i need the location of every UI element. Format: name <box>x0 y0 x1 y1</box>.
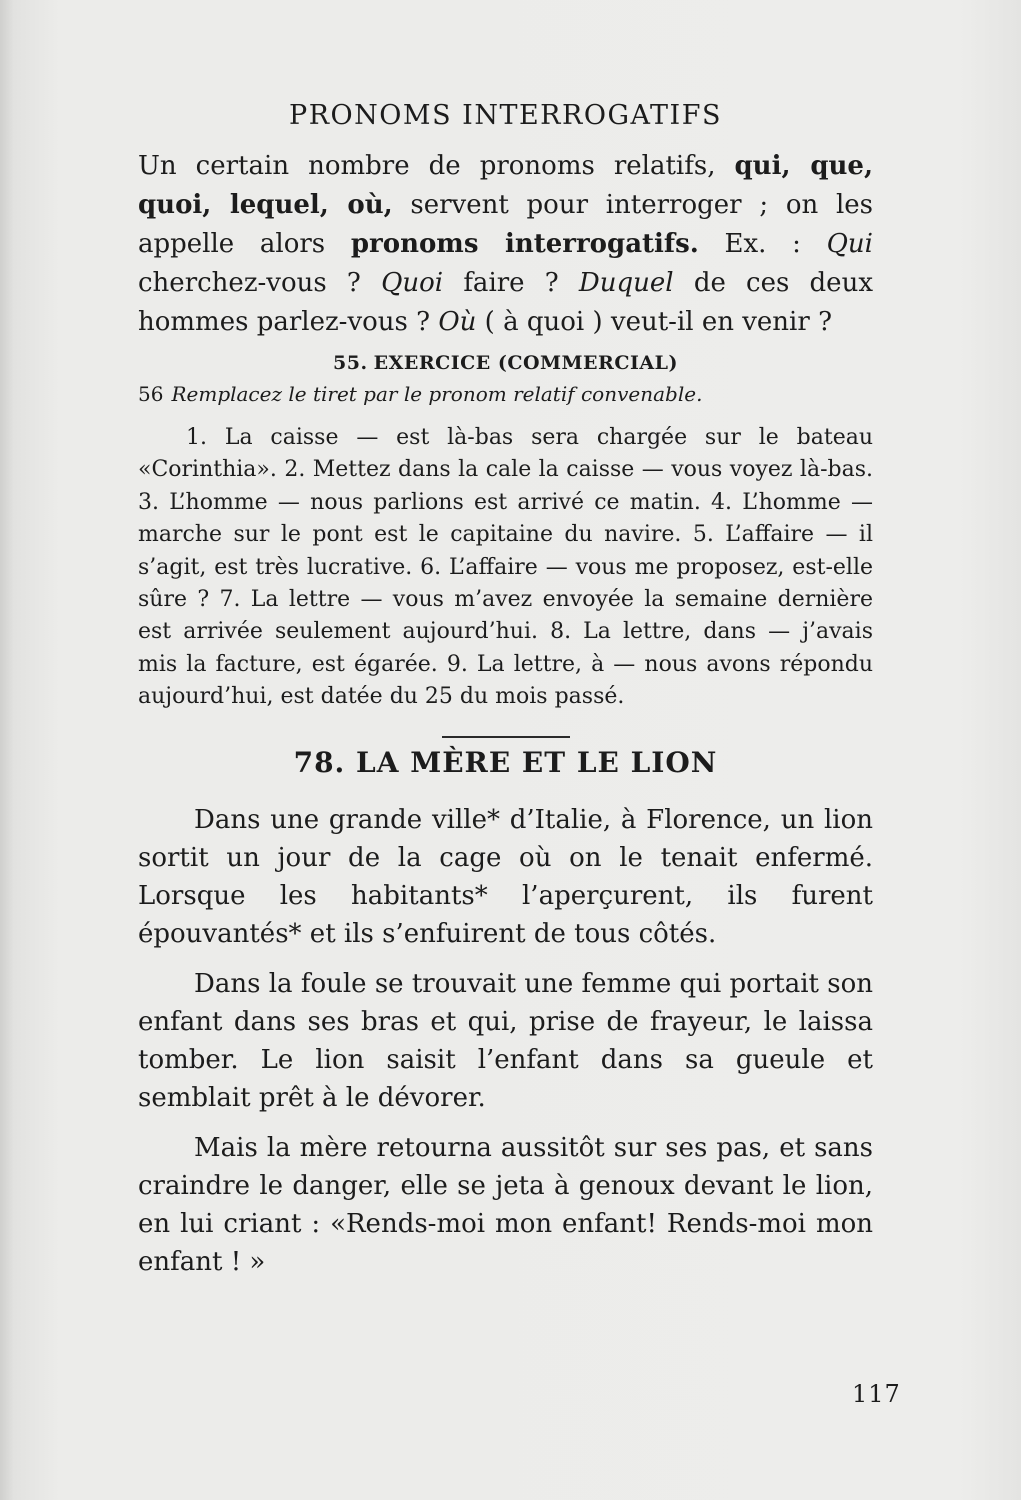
exercise-heading <box>138 352 873 374</box>
story-paragraph: Mais la mère retourna aussitôt sur ses pas, et sans craindre le danger, elle se jeta à genoux devant le lion, en lui criant : «Rends-moi mon enfant! Rends-moi mon enfant ! » <box>138 1132 873 1277</box>
example-duquel: Duquel <box>578 268 674 298</box>
instruction-number: 56 <box>138 382 164 406</box>
exercise-instruction <box>138 382 873 406</box>
exercise-heading-text: EXERCICE (COMMERCIAL) <box>373 352 678 374</box>
rule-middle: servent pour interroger ; on les appelle alors <box>138 190 873 259</box>
example-text-3: de ces deux hommes parlez-vous ? <box>138 268 873 337</box>
example-qui: Qui <box>826 229 873 259</box>
section-divider <box>442 736 570 738</box>
section-title: PRONOMS INTERROGATIFS <box>289 100 722 131</box>
instruction-text: Remplacez le tiret par le pronom relatif convenable. <box>171 382 703 406</box>
lesson-title: 78. LA MÈRE ET LE LION <box>293 745 718 779</box>
example-text-2: faire ? <box>443 268 579 298</box>
rule-bold-term: pronoms interrogatifs. <box>350 229 699 259</box>
rule-intro: Un certain nombre de pronoms relatifs, <box>138 151 735 181</box>
example-ou: Où <box>438 307 477 337</box>
example-text-4: ( à quoi ) veut-il en venir ? <box>476 307 833 337</box>
grammar-rule <box>138 147 873 342</box>
page-number: 117 <box>852 1380 901 1408</box>
exercise-body: 1. La caisse — est là-bas sera chargée sur le bateau «Corinthia». 2. Mettez dans la cale la caisse — vous voyez là-bas. 3. L’homme — nous parlions est arrivé ce matin. 4. L’homme — marche sur le pont est le capitaine du navire. 5. L’affaire — il s’agit, est très lucrative. 6. L’affaire — vous me proposez, est-elle sûre ? 7. La lettre — vous m’avez envoyée la semaine dernière est arrivée seulement aujourd’hui. 8. La lettre, dans — j’avais mis la facture, est égarée. 9. La lettre, à — nous avons répondu aujourd’hui, est datée du 25 du mois passé. <box>138 425 873 710</box>
exercise-number: 55. <box>333 352 368 374</box>
rule-bold-pronouns: qui, que, quoi, lequel, où, <box>138 151 874 220</box>
page-content <box>138 100 873 1293</box>
rule-ex-label: Ex. : <box>698 229 827 259</box>
story-paragraph: Dans la foule se trouvait une femme qui portait son enfant dans ses bras et qui, prise de frayeur, le laissa tomber. Le lion saisit l’enfant dans sa gueule et semblait prêt à le dévorer. <box>138 968 873 1113</box>
story-paragraph: Dans une grande ville* d’Italie, à Florence, un lion sortit un jour de la cage où on le tenait enfermé. Lorsque les habitants* l’aperçurent, ils furent épouvantés* et ils s’enfuirent de tous côtés. <box>138 804 873 949</box>
example-text-1: cherchez-vous ? <box>138 268 382 298</box>
lesson-story <box>138 801 873 1281</box>
example-quoi: Quoi <box>381 268 444 298</box>
